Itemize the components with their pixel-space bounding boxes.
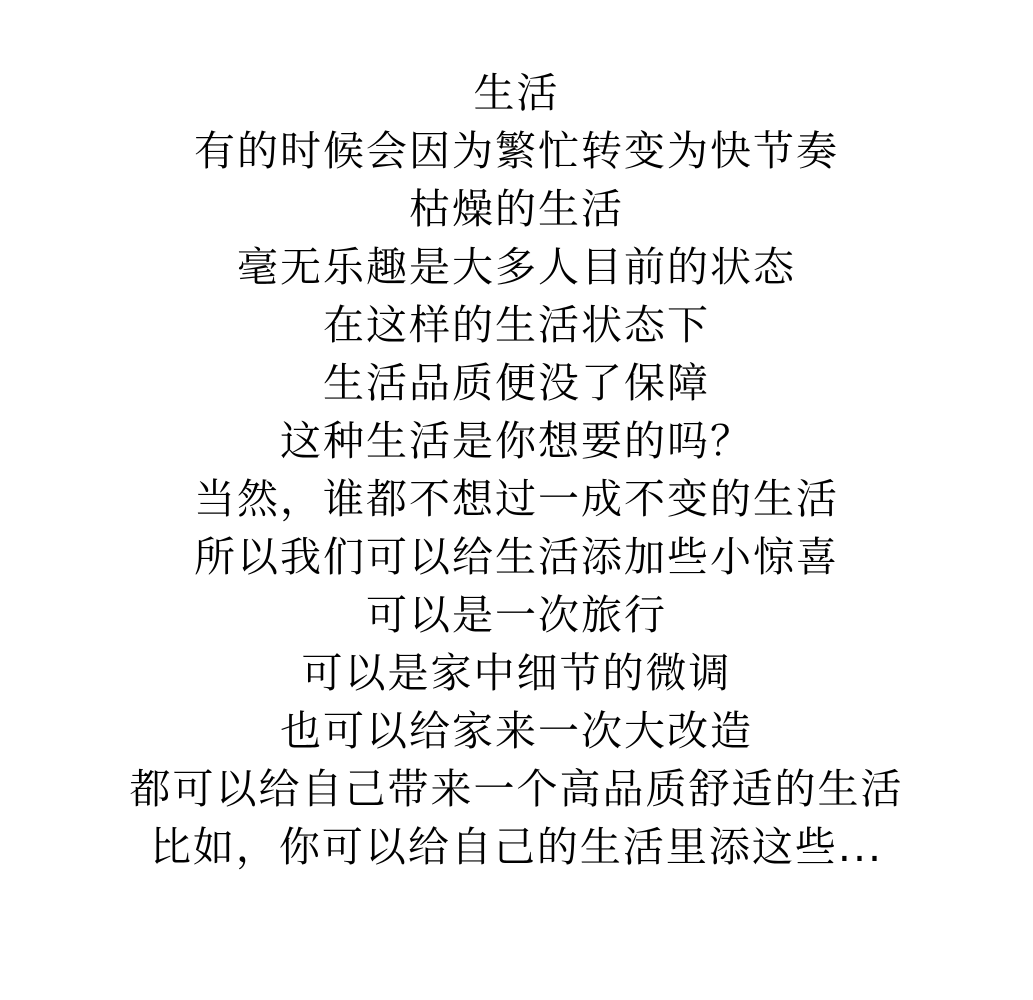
text-line: 也可以给家来一次大改造 (280, 707, 753, 755)
text-line: 可以是一次旅行 (366, 591, 667, 639)
text-line: 可以是家中细节的微调 (301, 649, 732, 697)
text-line: 比如，你可以给自己的生活里添这些... (149, 823, 884, 871)
text-line: 在这样的生活状态下 (323, 301, 710, 349)
text-line: 这种生活是你想要的吗？ (280, 417, 753, 465)
text-line: 都可以给自己带来一个高品质舒适的生活 (129, 765, 904, 813)
page-title: 生活 (473, 69, 560, 117)
text-line: 枯燥的生活 (409, 185, 624, 233)
text-line: 所以我们可以给生活添加些小惊喜 (194, 533, 839, 581)
text-line: 毫无乐趣是大多人目前的状态 (237, 243, 796, 291)
text-line: 有的时候会因为繁忙转变为快节奏 (194, 127, 839, 175)
text-line: 当然，谁都不想过一成不变的生活 (194, 475, 839, 523)
text-line: 生活品质便没了保障 (323, 359, 710, 407)
